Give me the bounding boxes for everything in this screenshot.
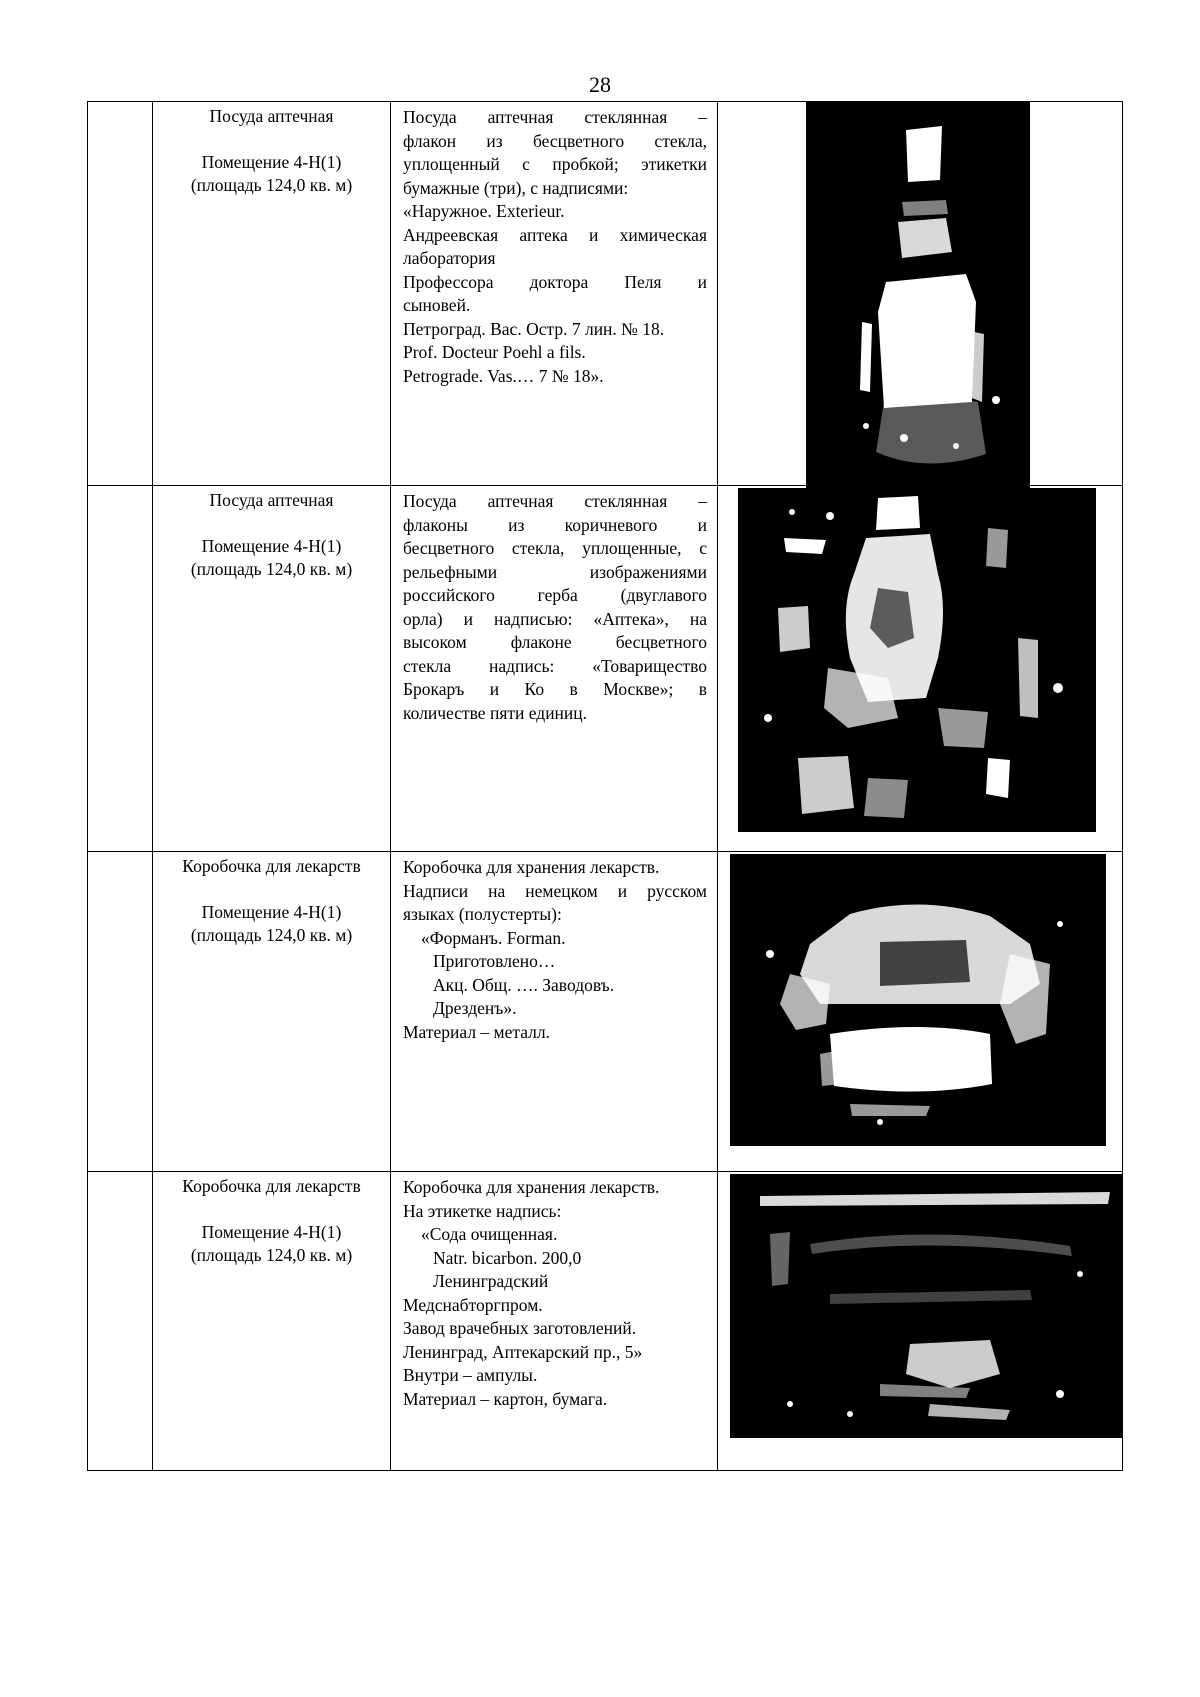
table-row: [88, 102, 1123, 486]
area-label: (площадь 124,0 кв. м): [190, 559, 353, 579]
description-line: лаборатория: [403, 248, 496, 268]
description-line: Акц. Общ. …. Заводовъ.: [433, 974, 615, 995]
number-cell: [88, 102, 153, 486]
table-row: [88, 486, 1123, 852]
description-line: Внутри – ампулы.: [403, 1365, 538, 1385]
room-label: Помещение 4-Н(1): [201, 1222, 342, 1242]
description-line: сыновей.: [403, 295, 471, 315]
description-line: количестве пяти единиц.: [403, 702, 588, 723]
description-line: «Наружное. Exterieur.: [403, 201, 565, 221]
description-line: Надписи на немецком и русском: [403, 880, 707, 901]
photo-cell: [718, 1172, 1123, 1471]
description-line: высоком флаконе бесцветного: [403, 632, 707, 652]
description-line: Брокаръ и Ко в Москве»; в: [403, 679, 707, 699]
description-line: Prof. Docteur Poehl a fils.: [403, 342, 586, 362]
photo-pharmacy-flasks: [738, 488, 1096, 832]
description-line: российского герба (двуглавого: [403, 585, 707, 605]
name-cell: [153, 102, 391, 486]
description-line: «Сода очищенная.: [421, 1224, 558, 1244]
room-label: Помещение 4-Н(1): [201, 152, 342, 172]
description-line: языках (полустерты):: [403, 904, 562, 924]
page-number: 28: [589, 72, 611, 97]
description-line: «Форманъ. Forman.: [421, 927, 566, 948]
area-label: (площадь 124,0 кв. м): [190, 175, 353, 195]
description-line: Медснабторгпром.: [403, 1294, 543, 1315]
description-line: бесцветного стекла, уплощенные, с: [403, 538, 707, 558]
description-line: Петроград. Вас. Остр. 7 лин. № 18.: [403, 318, 665, 339]
description-line: На этикетке надпись:: [403, 1200, 562, 1221]
description-cell: [391, 486, 718, 852]
object-name: Коробочка для лекарств: [182, 1176, 361, 1196]
object-name: Посуда аптечная: [209, 106, 334, 126]
photo-pharmacy-bottle: [806, 102, 1030, 496]
description-line: Коробочка для хранения лекарств.: [403, 1177, 660, 1197]
description-cell: [391, 102, 718, 486]
description-line: стекла надпись: «Товарищество: [403, 655, 707, 676]
area-label: (площадь 124,0 кв. м): [190, 1245, 353, 1265]
description-line: Профессора доктора Пеля и: [403, 271, 707, 292]
description-cell: [391, 852, 718, 1172]
description-line: Дрезденъ».: [433, 998, 517, 1018]
description-line: рельефными изображениями: [403, 561, 707, 582]
number-cell: [88, 852, 153, 1172]
description-line: бумажные (три), с надписями:: [403, 177, 629, 198]
description-line: Ленинград, Аптекарский пр., 5»: [403, 1341, 643, 1362]
photo-cell: [718, 102, 1123, 486]
object-name: Коробочка для лекарств: [182, 856, 361, 876]
description-line: уплощенный с пробкой; этикетки: [403, 154, 707, 174]
name-cell: [153, 486, 391, 852]
photo-soda-box: [730, 1174, 1123, 1438]
photo-cell: [718, 852, 1123, 1172]
description-line: Андреевская аптека и химическая: [403, 224, 707, 245]
objects-table: [87, 101, 1123, 1471]
description-line: Посуда аптечная стеклянная –: [403, 107, 707, 127]
photo-medicine-tin: [730, 854, 1106, 1146]
description-line: Материал – металл.: [403, 1021, 551, 1042]
table-row: [88, 852, 1123, 1172]
description-line: Посуда аптечная стеклянная –: [403, 491, 707, 511]
name-cell: [153, 852, 391, 1172]
description-line: Приготовлено…: [433, 951, 556, 971]
description-line: орла) и надписью: «Аптека», на: [403, 608, 707, 629]
photo-cell: [718, 486, 1123, 852]
name-cell: [153, 1172, 391, 1471]
description-line: Коробочка для хранения лекарств.: [403, 857, 660, 877]
description-line: Ленинградский: [433, 1271, 549, 1291]
object-name: Посуда аптечная: [209, 490, 334, 510]
description-line: Завод врачебных заготовлений.: [403, 1318, 637, 1338]
number-cell: [88, 1172, 153, 1471]
description-line: флаконы из коричневого и: [403, 514, 707, 535]
room-label: Помещение 4-Н(1): [201, 536, 342, 556]
description-line: флакон из бесцветного стекла,: [403, 130, 707, 151]
table-row: [88, 1172, 1123, 1471]
area-label: (площадь 124,0 кв. м): [190, 925, 353, 945]
description-line: Petrograde. Vas.… 7 № 18».: [403, 365, 604, 386]
description-cell: [391, 1172, 718, 1471]
number-cell: [88, 486, 153, 852]
room-label: Помещение 4-Н(1): [201, 902, 342, 922]
description-line: Материал – картон, бумага.: [403, 1388, 608, 1409]
description-line: Natr. bicarbon. 200,0: [433, 1247, 582, 1268]
